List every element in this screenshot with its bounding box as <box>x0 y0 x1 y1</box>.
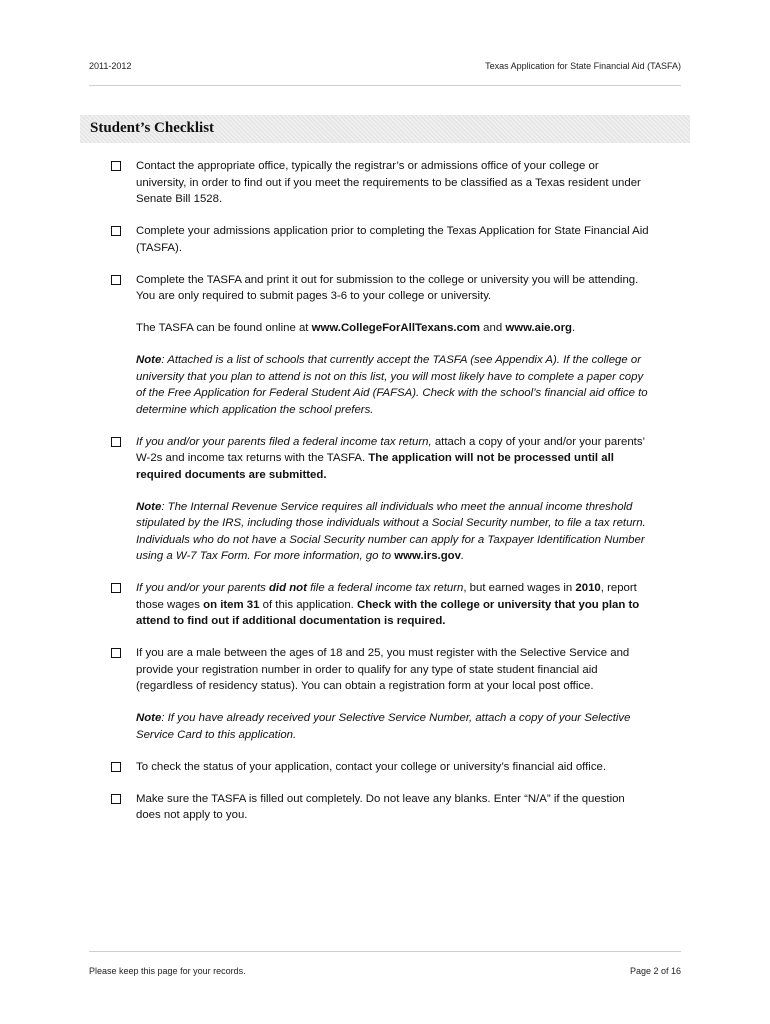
text-run: The application will not be processed until all required documents are submitted. <box>136 452 614 481</box>
checklist-item <box>111 580 651 630</box>
text-run: and <box>480 322 506 334</box>
checklist-item-note <box>136 710 651 743</box>
text-run: Note <box>136 354 162 366</box>
text-run: . <box>460 550 465 562</box>
checklist-item <box>111 158 651 208</box>
text-run: Complete the TASFA and print it out for submission to the college or university you will be attending. You are only required to submit pages 3-6 to your college or university. <box>136 273 639 302</box>
header-form-title: Texas Application for State Financial Aid (TASFA) <box>485 61 681 71</box>
text-run: Check with the college or university that you plan to attend to find out if additional documentation is required. <box>136 598 640 627</box>
text-run: Note <box>136 712 162 724</box>
text-run: 2010 <box>575 582 601 594</box>
checkbox[interactable] <box>111 161 121 171</box>
checkbox[interactable] <box>111 648 121 658</box>
checklist-item-note <box>136 352 651 418</box>
text-run: www.irs.gov <box>394 550 461 562</box>
student-checklist <box>111 158 651 824</box>
text-run: If you and/or your parents <box>136 582 269 594</box>
checklist-item-text <box>136 158 651 208</box>
text-run: : Attached is a list of schools that currently accept the TASFA (see Appendix A). If the college or university that you plan to attend is not on this list, you will most likely have to complete a paper copy of the Free Application for Federal Student Aid (FAFSA). Check with the school’s financial aid office to determine which application the school prefers. <box>136 354 648 416</box>
checkbox[interactable] <box>111 794 121 804</box>
checklist-item <box>111 434 651 565</box>
checklist-item-text <box>136 580 651 630</box>
checklist-item-note <box>136 320 651 337</box>
text-run: of this application. <box>259 598 357 611</box>
checklist-item <box>111 645 651 743</box>
text-run: If you are a male between the ages of 18 and 25, you must register with the Selective Service and provide your registration number in order to qualify for any type of state student financial aid (regardless of residency status). You can obtain a registration form at your local post office. <box>136 647 630 692</box>
text-run: Complete your admissions application prior to completing the Texas Application for State Financial Aid (TASFA). <box>136 225 649 254</box>
checkbox[interactable] <box>111 226 121 236</box>
text-run: Contact the appropriate office, typically the registrar’s or admissions office of your college or university, in order to find out if you meet the requirements to be classified as a Texas resident under Senate Bill 1528. <box>136 160 641 205</box>
page-number: Page 2 of 16 <box>629 966 681 976</box>
page-footer <box>89 966 681 980</box>
text-run: To check the status of your application, contact your college or university’s financial aid office. <box>136 760 607 773</box>
checklist-item-text <box>136 272 651 305</box>
checklist-item <box>111 272 651 419</box>
text-run: did not <box>268 582 307 594</box>
footer-divider <box>89 951 681 952</box>
checklist-item <box>111 791 651 824</box>
text-run: . <box>572 322 576 334</box>
text-run: on item 31 <box>203 598 260 611</box>
checklist-item-text <box>136 645 651 695</box>
text-run: Note <box>136 500 162 513</box>
checklist-item <box>111 759 651 776</box>
text-run: The TASFA can be found online at <box>136 322 312 334</box>
checkbox[interactable] <box>111 275 121 285</box>
checklist-item <box>111 223 651 256</box>
checklist-item-text <box>136 434 651 484</box>
text-run: , report those wages <box>136 582 637 611</box>
text-run: : If you have already received your Selective Service Number, attach a copy of your Selective Service Card to this application. <box>136 712 631 741</box>
checkbox[interactable] <box>111 583 121 593</box>
text-run: www.aie.org <box>505 322 573 334</box>
section-title: Student’s Checklist <box>90 120 215 136</box>
header-year: 2011-2012 <box>89 61 132 71</box>
text-run: , but earned wages in <box>463 582 576 594</box>
checkbox[interactable] <box>111 437 121 447</box>
text-run: Make sure the TASFA is filled out completely. Do not leave any blanks. Enter “N/A” if the question does not apply to you. <box>136 792 625 821</box>
checklist-item-text <box>136 223 651 256</box>
header-divider <box>89 85 681 86</box>
text-run: : The Internal Revenue Service requires all individuals who meet the annual income threshold stipulated by the IRS, including those individuals without a Social Security number, to file a tax return. Individuals who do not have a Social Security number can apply for a Taxpayer Identification Number using a W-7 Tax Form. For more information, go to <box>136 500 646 562</box>
text-run: If you and/or your parents filed a federal income tax return, <box>136 435 432 448</box>
text-run: attach a copy of your and/or your parents’ W-2s and income tax returns with the TASFA. <box>136 435 645 464</box>
checkbox[interactable] <box>111 762 121 772</box>
footer-note: Please keep this page for your records. <box>89 966 246 976</box>
checklist-item-text <box>136 791 651 824</box>
page-header <box>89 61 681 75</box>
section-header-bar <box>80 115 690 143</box>
text-run: file a federal income tax return <box>306 582 464 594</box>
checklist-item-text <box>136 759 651 776</box>
text-run: www.CollegeForAllTexans.com <box>311 322 480 334</box>
checklist-item-note <box>136 499 651 565</box>
